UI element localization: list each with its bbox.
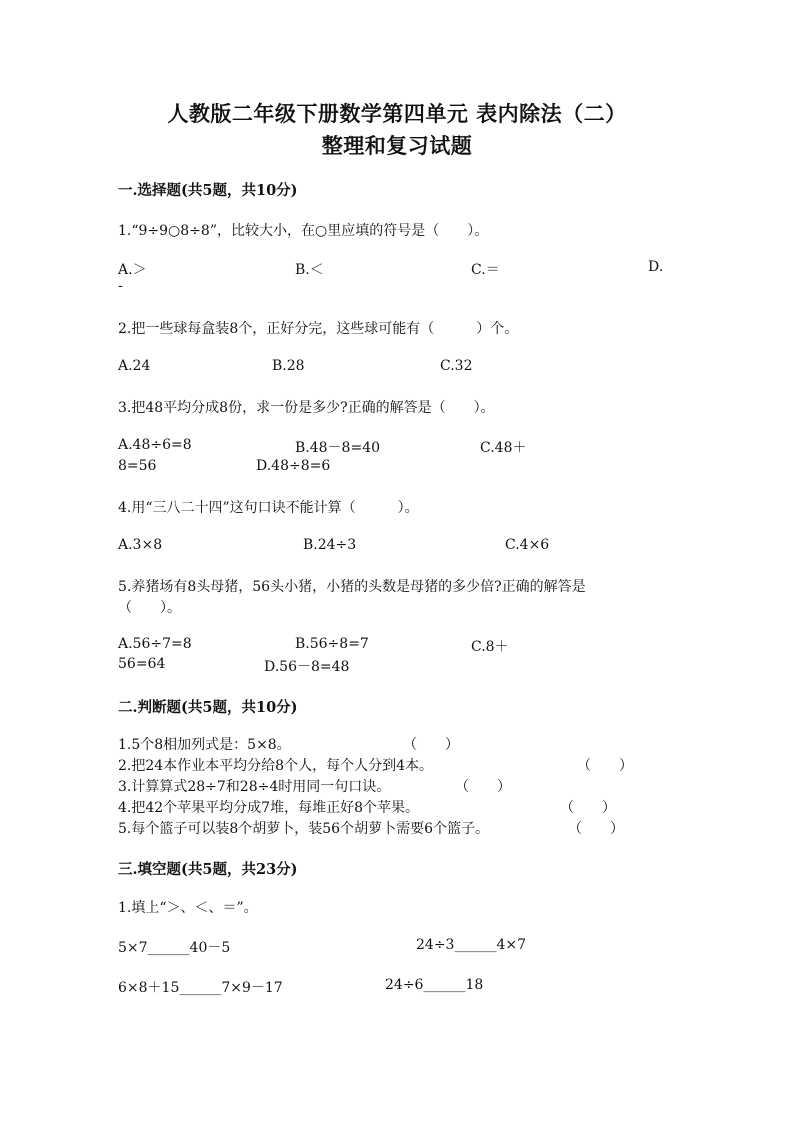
section2-heading: 二.判断题(共5题，共10分) bbox=[118, 699, 298, 716]
question-3-option-c: C.48＋ bbox=[480, 440, 527, 456]
question-5-text: 5.养猪场有8头母猪，56头小猪，小猪的头数是母猪的多少倍?正确的解答是 bbox=[118, 579, 586, 595]
question-2-text: 2.把一些球每盒装8个，正好分完，这些球可能有（ ）个。 bbox=[118, 321, 519, 337]
section1-heading: 一.选择题(共5题，共10分) bbox=[118, 182, 298, 199]
page-title-line1: 人教版二年级下册数学第四单元 表内除法（二） bbox=[167, 101, 627, 126]
question-4-option-c: C.4×6 bbox=[505, 537, 550, 553]
judge-item-1-paren: （ ） bbox=[403, 737, 459, 753]
question-1-text: 1.“9÷9○8÷8”，比较大小，在○里应填的符号是（ ）。 bbox=[118, 223, 489, 239]
question-1-option-d: D. bbox=[648, 259, 664, 275]
question-1-option-d-wrap: - bbox=[118, 278, 123, 294]
judge-item-3-paren: （ ） bbox=[455, 779, 511, 795]
question-2-option-c: C.32 bbox=[440, 358, 473, 374]
fill-expression-3: 6×8＋15______7×9－17 bbox=[118, 980, 283, 996]
question-3-option-d: D.48÷8=6 bbox=[256, 458, 331, 474]
question-4-text: 4.用“三八二十四”这句口诀不能计算（ ）。 bbox=[118, 500, 419, 516]
question-3-option-c-wrap: 8=56 bbox=[118, 458, 157, 474]
fill-expression-2: 24÷3______4×7 bbox=[416, 937, 526, 953]
question-5-option-a: A.56÷7=8 bbox=[118, 636, 192, 652]
question-2-option-b: B.28 bbox=[272, 358, 305, 374]
question-5-text-wrap: （ ）。 bbox=[118, 600, 181, 616]
question-4-option-a: A.3×8 bbox=[118, 537, 163, 553]
judge-item-4-paren: （ ） bbox=[560, 800, 616, 816]
question-3-option-a: A.48÷6=8 bbox=[118, 437, 192, 453]
question-4-option-b: B.24÷3 bbox=[303, 537, 357, 553]
question-1-option-b: B.＜ bbox=[295, 262, 324, 278]
question-2-option-a: A.24 bbox=[118, 358, 151, 374]
judge-item-1: 1.5个8相加列式是：5×8。 bbox=[118, 737, 291, 753]
question-1-option-a: A.＞ bbox=[118, 262, 147, 278]
fill-expression-4: 24÷6______18 bbox=[385, 977, 484, 993]
page-title-line2: 整理和复习试题 bbox=[321, 133, 473, 158]
question-1-option-c: C.＝ bbox=[471, 262, 500, 278]
question-5-option-d: D.56－8=48 bbox=[264, 659, 350, 675]
question-5-option-c: C.8＋ bbox=[471, 639, 509, 655]
question-3-text: 3.把48平均分成8份，求一份是多少?正确的解答是（ ）。 bbox=[118, 400, 495, 416]
judge-item-4: 4.把42个苹果平均分成7堆，每堆正好8个苹果。 bbox=[118, 800, 419, 816]
judge-item-3: 3.计算算式28÷7和28÷4时用同一句口诀。 bbox=[118, 779, 391, 795]
fill-question-1-text: 1.填上“＞、＜、＝”。 bbox=[118, 900, 258, 916]
question-5-option-c-wrap: 56=64 bbox=[118, 656, 166, 672]
question-5-option-b: B.56÷8=7 bbox=[295, 636, 369, 652]
section3-heading: 三.填空题(共5题，共23分) bbox=[118, 861, 298, 878]
judge-item-2-paren: （ ） bbox=[577, 758, 633, 774]
judge-item-2: 2.把24本作业本平均分给8个人，每个人分到4本。 bbox=[118, 758, 433, 774]
judge-item-5-paren: （ ） bbox=[568, 821, 624, 837]
question-3-option-b: B.48－8=40 bbox=[295, 440, 381, 456]
judge-item-5: 5.每个篮子可以装8个胡萝卜，装56个胡萝卜需要6个篮子。 bbox=[118, 821, 489, 837]
fill-expression-1: 5×7______40－5 bbox=[118, 940, 231, 956]
